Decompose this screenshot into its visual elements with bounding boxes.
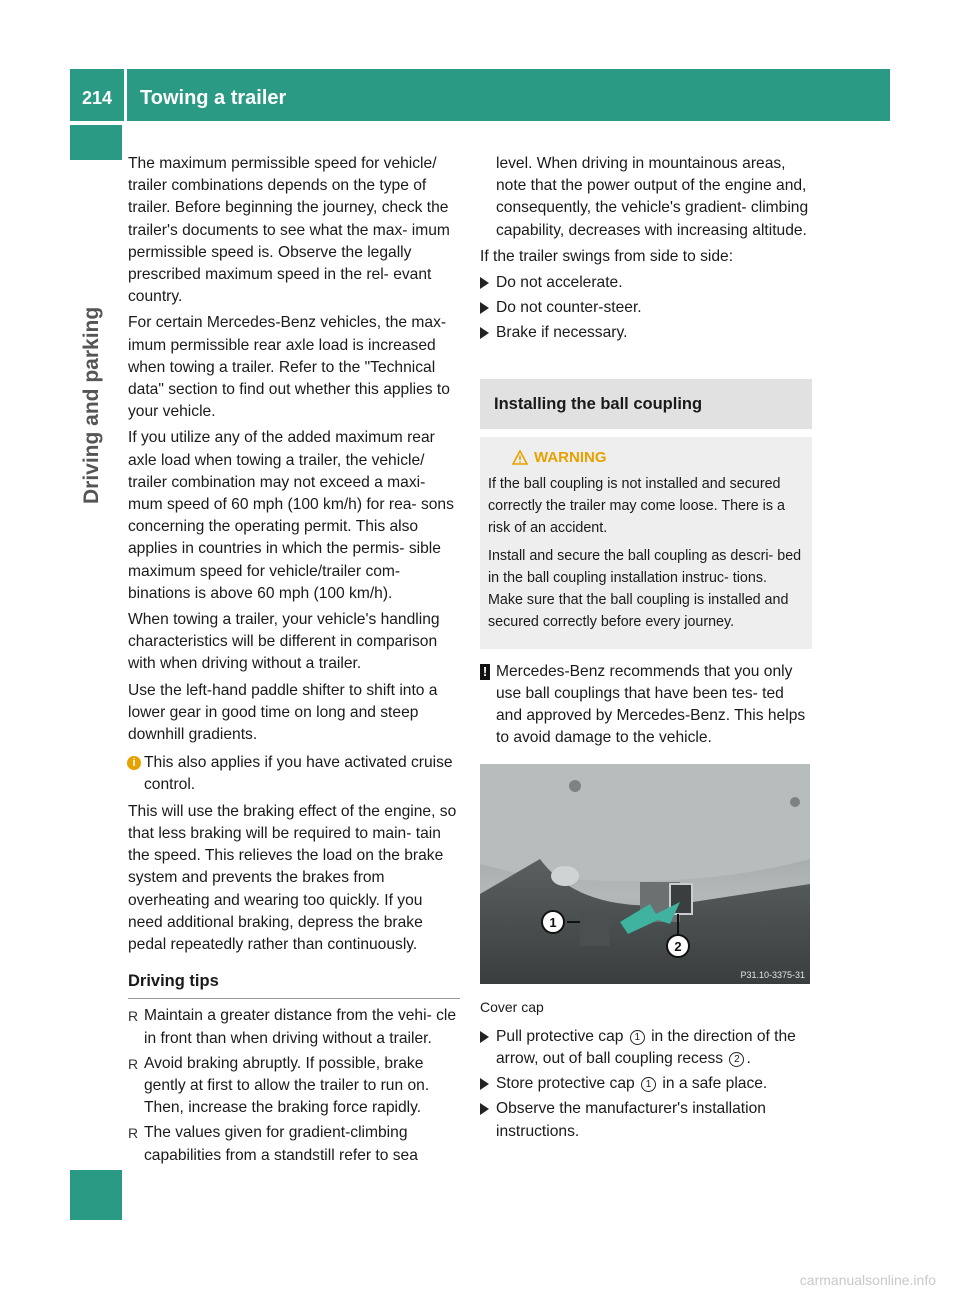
list-item: Do not accelerate. [480, 272, 812, 294]
figure-caption: Cover cap [480, 998, 544, 1015]
warning-text: Install and secure the ball coupling as descri- bed in the ball coupling installation instruc- tions. Make sure that the ball coupling is installed and secured correctly before every journey. [488, 547, 802, 630]
figure-code: P31.10-3375-31 [740, 969, 805, 980]
warning-box [480, 437, 812, 649]
warning-title: WARNING [534, 448, 607, 466]
callout-ref-2: 2 [729, 1052, 744, 1067]
list-item: Brake if necessary. [480, 322, 812, 344]
header-divider [124, 69, 127, 121]
list-item: Do not counter-steer. [480, 297, 812, 319]
driving-tips-heading: Driving tips [128, 970, 460, 999]
notice [480, 661, 812, 750]
callout-2: 2 [674, 938, 682, 954]
info-icon: i [127, 756, 141, 770]
ball-coupling-figure [480, 764, 810, 984]
page-number: 214 [81, 88, 113, 108]
paragraph: Use the left-hand paddle shifter to shift into a lower gear in good time on long and steep downhill gradients. [128, 681, 438, 744]
list-item: Store protective cap 1 in a safe place. [480, 1073, 812, 1095]
side-tab-label: Driving and parking [80, 306, 103, 504]
section-title: Towing a trailer [140, 87, 287, 109]
paragraph: The maximum permissible speed for vehicle/ trailer combinations depends on the type of trailer. Before beginning the journey, check the trailer's documents to see what the max- imum permissible speed is. Observe the legally prescribed maximum speed in the rel- evant country. [128, 155, 450, 306]
arrow-icon [480, 302, 489, 314]
paragraph: This will use the braking effect of the engine, so that less braking will be required to main- tain the speed. This relieves the load on the brake system and prevents the brakes from overheating and wearing too quickly. If you need additional braking, depress the brake pedal repeatedly rather than continuously. [128, 802, 457, 953]
list-item: R Maintain a greater distance from the vehi- cle in front than when driving without a trailer. [128, 1007, 457, 1047]
arrow-icon [480, 1078, 489, 1090]
bullet-icon: R [128, 1125, 139, 1142]
list-item: R The values given for gradient-climbing capabilities from a standstill refer to sea [128, 1124, 418, 1164]
watermark: carmanualsonline.info [799, 1272, 936, 1288]
list-item: Pull protective cap 1 in the direction of the arrow, out of ball coupling recess 2 . [480, 1026, 812, 1070]
callout-ref-1: 1 [641, 1077, 656, 1092]
callout-ref-1: 1 [630, 1030, 645, 1045]
list-item: R Avoid braking abruptly. If possible, brake gently at first to allow the trailer to run on. Then, increase the braking force rapidly. [128, 1054, 430, 1117]
notice-text: Mercedes-Benz recommends that you only use ball couplings that have been tes- ted and approved by Mercedes-Benz. This helps to avoid damage to the vehicle. [496, 662, 806, 747]
arrow-icon [480, 327, 489, 339]
paragraph: level. When driving in mountainous areas, note that the power output of the engine and, consequently, the vehicle's gradient- climbing capability, decreases with increasing altitude. [496, 155, 809, 239]
paragraph: If the trailer swings from side to side: [480, 247, 734, 265]
paragraph: If you utilize any of the added maximum rear axle load when towing a trailer, the vehicle/ trailer combination may not exceed a maxi- mum speed of 60 mph (100 km/h) for rea- sons concerning the operating permit. This also applies in countries in which the permis- sible maximum speed for vehicle/trailer com- binations is above 60 mph (100 km/h). [128, 429, 454, 602]
ball-coupling-heading: Installing the ball coupling [480, 379, 812, 429]
warning-icon [512, 450, 528, 465]
paragraph: When towing a trailer, your vehicle's handling characteristics will be different in comparison with when driving without a trailer. [128, 611, 440, 673]
warning-text: If the ball coupling is not installed and secured correctly the trailer may come loose. There is a risk of an accident. [488, 475, 785, 536]
bullet-icon: R [128, 1055, 139, 1072]
info-note [128, 752, 460, 796]
bullet-icon: R [128, 1008, 139, 1025]
arrow-icon [480, 277, 489, 289]
list-item: Observe the manufacturer's installation instructions. [480, 1098, 812, 1142]
paragraph: For certain Mercedes-Benz vehicles, the max- imum permissible rear axle load is increased when towing a trailer. Refer to the "Technical data" section to find out whether this applies to your vehicle. [128, 314, 450, 421]
arrow-icon [480, 1103, 489, 1115]
left-column [128, 153, 460, 1170]
notice-icon: ! [480, 664, 490, 680]
right-column [480, 153, 812, 1146]
arrow-icon [480, 1031, 489, 1043]
info-note-text: This also applies if you have activated cruise control. [144, 754, 453, 794]
callout-1: 1 [549, 914, 557, 930]
